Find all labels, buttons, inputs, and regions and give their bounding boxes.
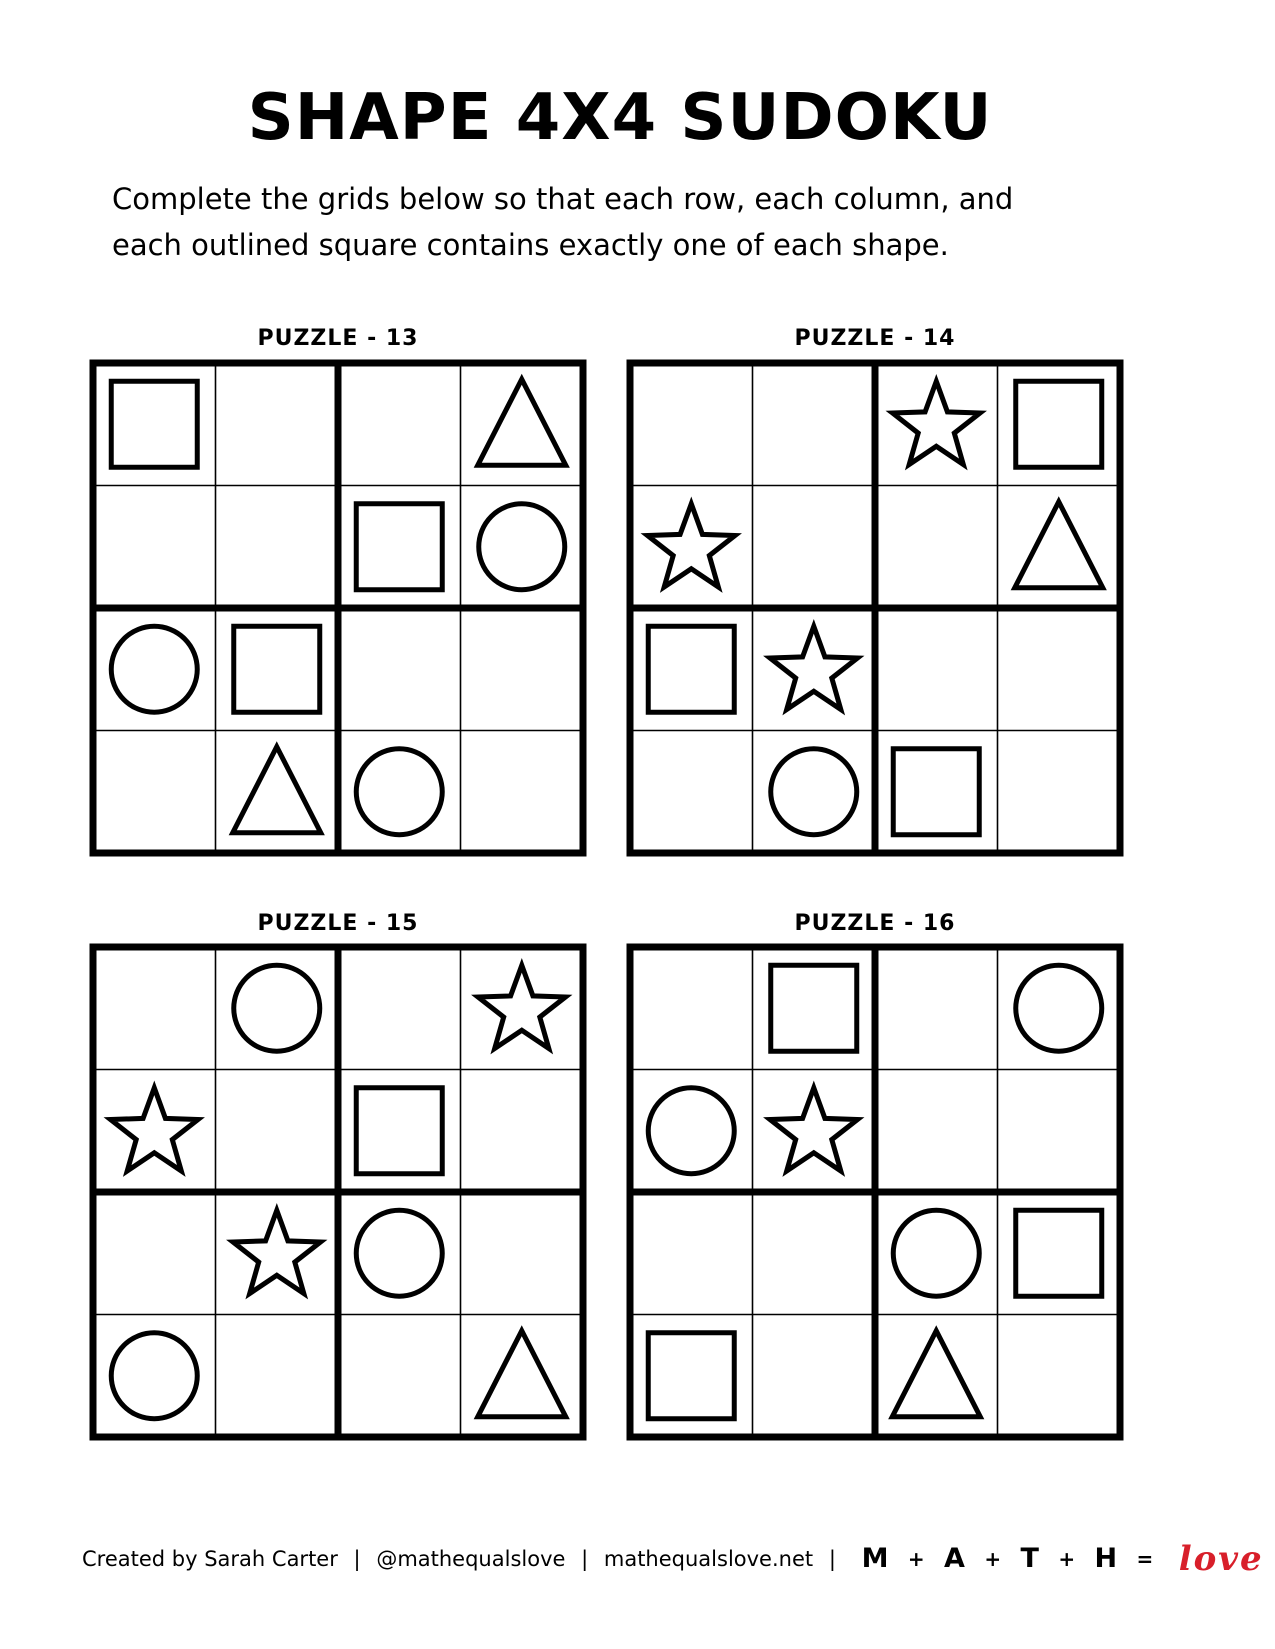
- star-shape: [233, 1210, 321, 1293]
- square-shape: [234, 626, 320, 712]
- circle-shape: [234, 965, 320, 1051]
- square-shape: [111, 381, 197, 467]
- math-equals-love-logo: [862, 1539, 1264, 1580]
- footer-separator: |: [828, 1547, 836, 1571]
- footer: [82, 1538, 1264, 1578]
- logo-love: love: [1178, 1539, 1264, 1580]
- sudoku-grid-svg: [89, 359, 613, 883]
- circle-shape: [356, 1210, 442, 1296]
- logo-letter: H: [1094, 1543, 1120, 1575]
- logo-letter: A: [944, 1543, 967, 1575]
- footer-website-link[interactable]: mathequalslove.net: [603, 1547, 814, 1571]
- puzzle-15-label: PUZZLE - 15: [257, 911, 419, 936]
- logo-equals: =: [1136, 1547, 1156, 1572]
- logo-letter: M: [861, 1543, 891, 1575]
- square-shape: [356, 504, 442, 590]
- sudoku-grid-svg: [626, 359, 1150, 883]
- circle-shape: [111, 1333, 197, 1419]
- puzzle-14-label: PUZZLE - 14: [794, 326, 956, 351]
- circle-shape: [771, 749, 857, 835]
- footer-social-handle[interactable]: @mathequalslove: [376, 1547, 566, 1571]
- star-shape: [893, 381, 981, 464]
- square-shape: [356, 1088, 442, 1174]
- triangle-shape: [1015, 502, 1103, 588]
- footer-separator: |: [353, 1547, 361, 1571]
- square-shape: [771, 965, 857, 1051]
- circle-shape: [111, 626, 197, 712]
- square-shape: [893, 749, 979, 835]
- sudoku-grid-svg: [626, 943, 1150, 1467]
- star-shape: [111, 1088, 199, 1171]
- triangle-shape: [892, 1331, 980, 1417]
- sudoku-grid-svg: [89, 943, 613, 1467]
- square-shape: [1016, 1210, 1102, 1296]
- circle-shape: [893, 1210, 979, 1296]
- footer-separator: |: [581, 1547, 589, 1571]
- star-shape: [770, 626, 858, 709]
- logo-plus: +: [984, 1547, 1004, 1572]
- square-shape: [648, 626, 734, 712]
- puzzle-16-grid: [626, 943, 1150, 1467]
- star-shape: [478, 965, 566, 1048]
- triangle-shape: [478, 1331, 566, 1417]
- puzzle-14-grid: [626, 359, 1150, 883]
- star-shape: [770, 1088, 858, 1171]
- instructions-line-1: Complete the grids below so that each row, each column, and: [112, 182, 1014, 216]
- puzzle-13-label: PUZZLE - 13: [257, 326, 419, 351]
- puzzle-16-label: PUZZLE - 16: [794, 911, 956, 936]
- circle-shape: [648, 1088, 734, 1174]
- star-shape: [648, 504, 736, 587]
- logo-plus: +: [1058, 1547, 1078, 1572]
- square-shape: [1016, 381, 1102, 467]
- footer-credit: Created by Sarah Carter: [82, 1547, 338, 1571]
- circle-shape: [479, 504, 565, 590]
- logo-letter: T: [1020, 1543, 1041, 1575]
- puzzle-15-grid: [89, 943, 613, 1467]
- circle-shape: [356, 749, 442, 835]
- instructions: [112, 176, 1172, 268]
- square-shape: [648, 1333, 734, 1419]
- circle-shape: [1016, 965, 1102, 1051]
- puzzle-13-grid: [89, 359, 613, 883]
- page-title: SHAPE 4X4 SUDOKU: [247, 81, 993, 155]
- instructions-line-2: each outlined square contains exactly one of each shape.: [112, 228, 949, 262]
- triangle-shape: [478, 379, 566, 465]
- logo-plus: +: [907, 1547, 927, 1572]
- triangle-shape: [233, 747, 321, 833]
